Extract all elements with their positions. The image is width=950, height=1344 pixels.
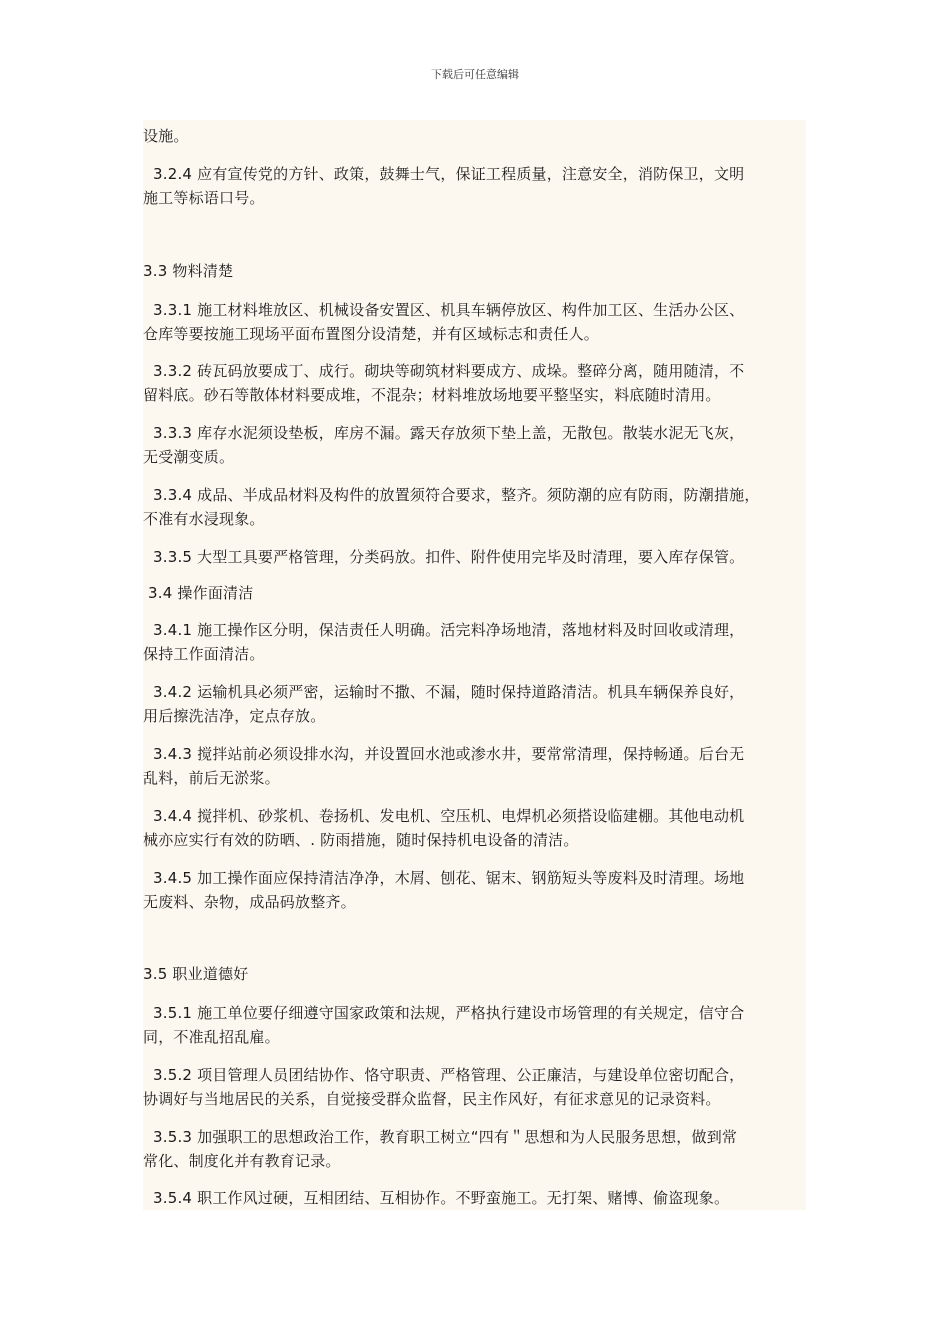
paragraph-line: 无受潮变质。 [143,448,235,466]
paragraph-line: 不准有水浸现象。 [143,510,265,528]
paragraph-line: 3.5.2 项目管理人员团结协作、恪守职责、严格管理、公正廉洁，与建设单位密切配合， [153,1066,745,1084]
paragraph-3-5-1 [143,1001,833,1049]
paragraph-line: 3.3.4 成品、半成品材料及构件的放置须符合要求，整齐。须防潮的应有防雨，防潮措施， [153,486,760,504]
page-header: 下载后可任意编辑 [431,68,519,81]
paragraph-line: 3.3.2 砖瓦码放要成丁、成行。砌块等砌筑材料要成方、成垛。整碎分离，随用随清，不 [153,362,745,380]
paragraph-3-3-1 [143,298,833,346]
paragraph-3-4-2 [143,680,833,728]
paragraph-line: 3.5.4 职工作风过硬，互相团结、互相协作。不野蛮施工。无打架、赌博、偷盗现象。 [153,1189,730,1207]
paragraph-line: 无废料、杂物，成品码放整齐。 [143,893,356,911]
paragraph-line: 留料底。砂石等散体材料要成堆，不混杂；材料堆放场地要平整坚实，料底随时清用。 [143,386,721,404]
section-heading-3-4 [143,581,828,605]
paragraph-line: 3.4.4 搅拌机、砂浆机、卷扬机、发电机、空压机、电焊机必须搭设临建棚。其他电动机 [153,807,745,825]
paragraph-3-3-2 [143,359,833,407]
heading-text: 3.3 物料清楚 [143,262,234,280]
paragraph-line: 用后擦洗洁净，定点存放。 [143,707,326,725]
paragraph-line: 3.2.4 应有宣传党的方针、政策，鼓舞士气，保证工程质量，注意安全，消防保卫，文明 [153,165,745,183]
section-heading-3-5 [143,962,823,986]
paragraph-line: 3.4.3 搅拌站前必须设排水沟，并设置回水池或渗水井，要常常清理，保持畅通。后台无 [153,745,745,763]
section-heading-3-3 [143,259,823,283]
paragraph-3-4-4 [143,804,833,852]
paragraph-3-5-3 [143,1125,833,1173]
document-body [143,120,806,1210]
paragraph-line: 3.4.1 施工操作区分明，保洁责任人明确。活完料净场地清，落地材料及时回收或清理， [153,621,745,639]
paragraph-3-3-4 [143,483,833,531]
paragraph-line: 仓库等要按施工现场平面布置图分设清楚，并有区域标志和责任人。 [143,325,600,343]
paragraph [143,124,823,148]
paragraph-line: 乱料，前后无淤浆。 [143,769,280,787]
paragraph-line: 械亦应实行有效的防晒、. 防雨措施，随时保持机电设备的清洁。 [143,831,579,849]
paragraph-3-2-4 [143,162,833,210]
paragraph-line: 常化、制度化并有教育记录。 [143,1152,341,1170]
paragraph-line: 设施。 [143,127,189,145]
paragraph-line: 3.4.5 加工操作面应保持清洁净净，木屑、刨花、锯末、钢筋短头等废料及时清理。场地 [153,869,745,887]
paragraph-3-4-5 [143,866,833,914]
paragraph-3-3-3 [143,421,833,469]
paragraph-line: 3.3.1 施工材料堆放区、机械设备安置区、机具车辆停放区、构件加工区、生活办公区、 [153,301,745,319]
paragraph-line: 保持工作面清洁。 [143,645,265,663]
paragraph-line: 3.5.1 施工单位要仔细遵守国家政策和法规，严格执行建设市场管理的有关规定，信守合 [153,1004,745,1022]
heading-text: 3.4 操作面清洁 [148,584,254,602]
paragraph-line: 同，不准乱招乱雇。 [143,1028,280,1046]
paragraph-line: 协调好与当地居民的关系，自觉接受群众监督，民主作风好，有征求意见的记录资料。 [143,1090,721,1108]
paragraph-3-4-3 [143,742,833,790]
paragraph-3-5-4 [143,1186,833,1210]
paragraph-line: 3.5.3 加强职工的思想政治工作，教育职工树立“四有＂思想和为人民服务思想，做到常 [153,1128,738,1146]
paragraph-line: 3.3.3 库存水泥须设垫板，库房不漏。露天存放须下垫上盖，无散包。散装水泥无飞灰， [153,424,745,442]
paragraph-line: 3.4.2 运输机具必须严密，运输时不撒、不漏，随时保持道路清洁。机具车辆保养良好， [153,683,745,701]
paragraph-3-5-2 [143,1063,833,1111]
paragraph-3-3-5 [143,545,833,569]
paragraph-line: 3.3.5 大型工具要严格管理，分类码放。扣件、附件使用完毕及时清理，要入库存保管。 [153,548,745,566]
paragraph-line: 施工等标语口号。 [143,189,265,207]
paragraph-3-4-1 [143,618,833,666]
heading-text: 3.5 职业道德好 [143,965,249,983]
